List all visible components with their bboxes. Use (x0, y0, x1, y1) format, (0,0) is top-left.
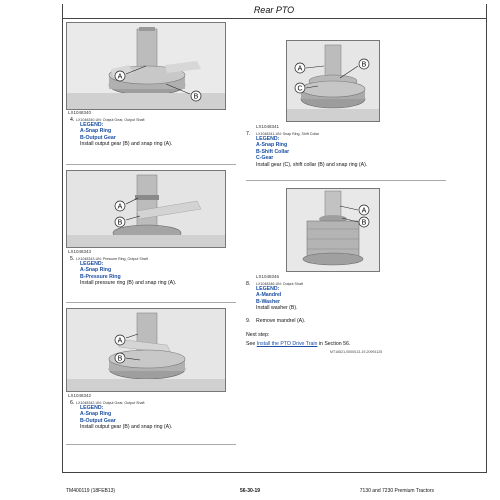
step-number: 6. (70, 400, 75, 406)
legend-item: A-Snap Ring (80, 128, 112, 135)
next-step-suffix: in Section 56. (317, 341, 351, 348)
image-code: LX1048343 (68, 249, 92, 254)
legend-title: LEGEND: (256, 136, 280, 142)
image-code: LX1048340 (68, 110, 92, 115)
step-number: 8. (246, 281, 251, 287)
footer-manual-id: TM400119 (18FEB13) (66, 488, 116, 494)
right-margin-rule (486, 4, 487, 472)
footer-rule (62, 472, 487, 473)
callouts-step4 (66, 22, 224, 108)
figure-caption: LX1048343-UN: Pressure Ring, Output Shaft (76, 257, 148, 261)
legend-item: A-Snap Ring (80, 267, 112, 274)
svg-text:A: A (117, 337, 123, 345)
svg-text:B: B (117, 355, 123, 363)
page-title: Rear PTO (253, 5, 295, 15)
legend-item: B-Washer (256, 298, 281, 305)
footer-page-number: 56-30-19 (239, 488, 260, 494)
step-instruction: Install gear (C), shift collar (B) and snap ring (A). (256, 161, 368, 168)
svg-text:B: B (193, 93, 199, 101)
step-number: 5. (70, 256, 75, 262)
next-step (246, 332, 466, 348)
legend-title: LEGEND: (256, 286, 280, 292)
svg-text:B: B (361, 61, 367, 69)
callouts-step7 (286, 40, 378, 120)
svg-text:A: A (361, 207, 367, 215)
divider (66, 164, 236, 165)
svg-text:A: A (297, 65, 303, 73)
header-bar (62, 4, 486, 19)
step-4 (70, 117, 230, 148)
legend-item: B-Pressure Ring (80, 273, 121, 280)
legend-title: LEGEND: (80, 261, 104, 267)
callouts-step5 (66, 170, 224, 246)
divider (66, 302, 236, 303)
next-step-prefix: See (246, 341, 257, 348)
callouts-step8 (286, 188, 378, 270)
step-9 (246, 318, 446, 324)
legend-item: B-Output Gear (80, 417, 116, 424)
step-5 (70, 256, 230, 287)
svg-text:B: B (361, 219, 367, 227)
left-margin-rule (62, 4, 63, 472)
step-instruction: Install pressure ring (B) and snap ring (A). (80, 280, 177, 287)
legend-item: A-Snap Ring (256, 142, 288, 149)
document-id: MT16521,0000013-19-20991125 (330, 350, 383, 354)
figure-caption: LX1048340-UN: Output Gear, Output Shaft (76, 118, 145, 122)
figure-caption: LX1048342-UN: Output Gear, Output Shaft (76, 401, 145, 405)
footer-model: 7130 and 7230 Premium Tractors (359, 488, 434, 494)
step-instruction: Remove mandrel (A). (256, 318, 306, 324)
svg-text:C: C (297, 85, 303, 93)
legend-item: B-Shift Collar (256, 148, 290, 155)
next-step-link[interactable]: Install the PTO Drive Train (256, 341, 318, 348)
legend-item: A-Snap Ring (80, 411, 112, 418)
step-instruction: Install washer (B). (256, 305, 298, 312)
step-8 (246, 281, 446, 312)
legend-item: C-Gear (256, 155, 274, 162)
step-number: 9. (246, 318, 251, 324)
next-step-label: Next step: (246, 332, 270, 338)
figure-caption: LX1048341-UN: Snap Ring, Shift Collar (256, 132, 320, 136)
step-instruction: Install output gear (B) and snap ring (A). (80, 424, 173, 431)
callouts-step6 (66, 308, 224, 390)
legend-title: LEGEND: (80, 405, 104, 411)
step-number: 4. (70, 117, 75, 123)
image-code: LX1048346 (256, 274, 280, 279)
step-7 (246, 131, 446, 168)
figure-caption: LX1048346-UN: Output Shaft (256, 282, 303, 286)
divider (66, 444, 236, 445)
step-6 (70, 400, 230, 431)
legend-item: A-Mandrel (256, 292, 282, 299)
image-code: LX1048341 (256, 124, 280, 129)
legend-item: B-Output Gear (80, 134, 116, 141)
divider (246, 180, 446, 181)
image-code: LX1048342 (68, 393, 92, 398)
svg-text:B: B (117, 219, 123, 227)
step-instruction: Install output gear (B) and snap ring (A). (80, 141, 173, 148)
svg-text:A: A (117, 203, 123, 211)
legend-title: LEGEND: (80, 122, 104, 128)
step-number: 7. (246, 131, 251, 137)
svg-text:A: A (117, 73, 123, 81)
